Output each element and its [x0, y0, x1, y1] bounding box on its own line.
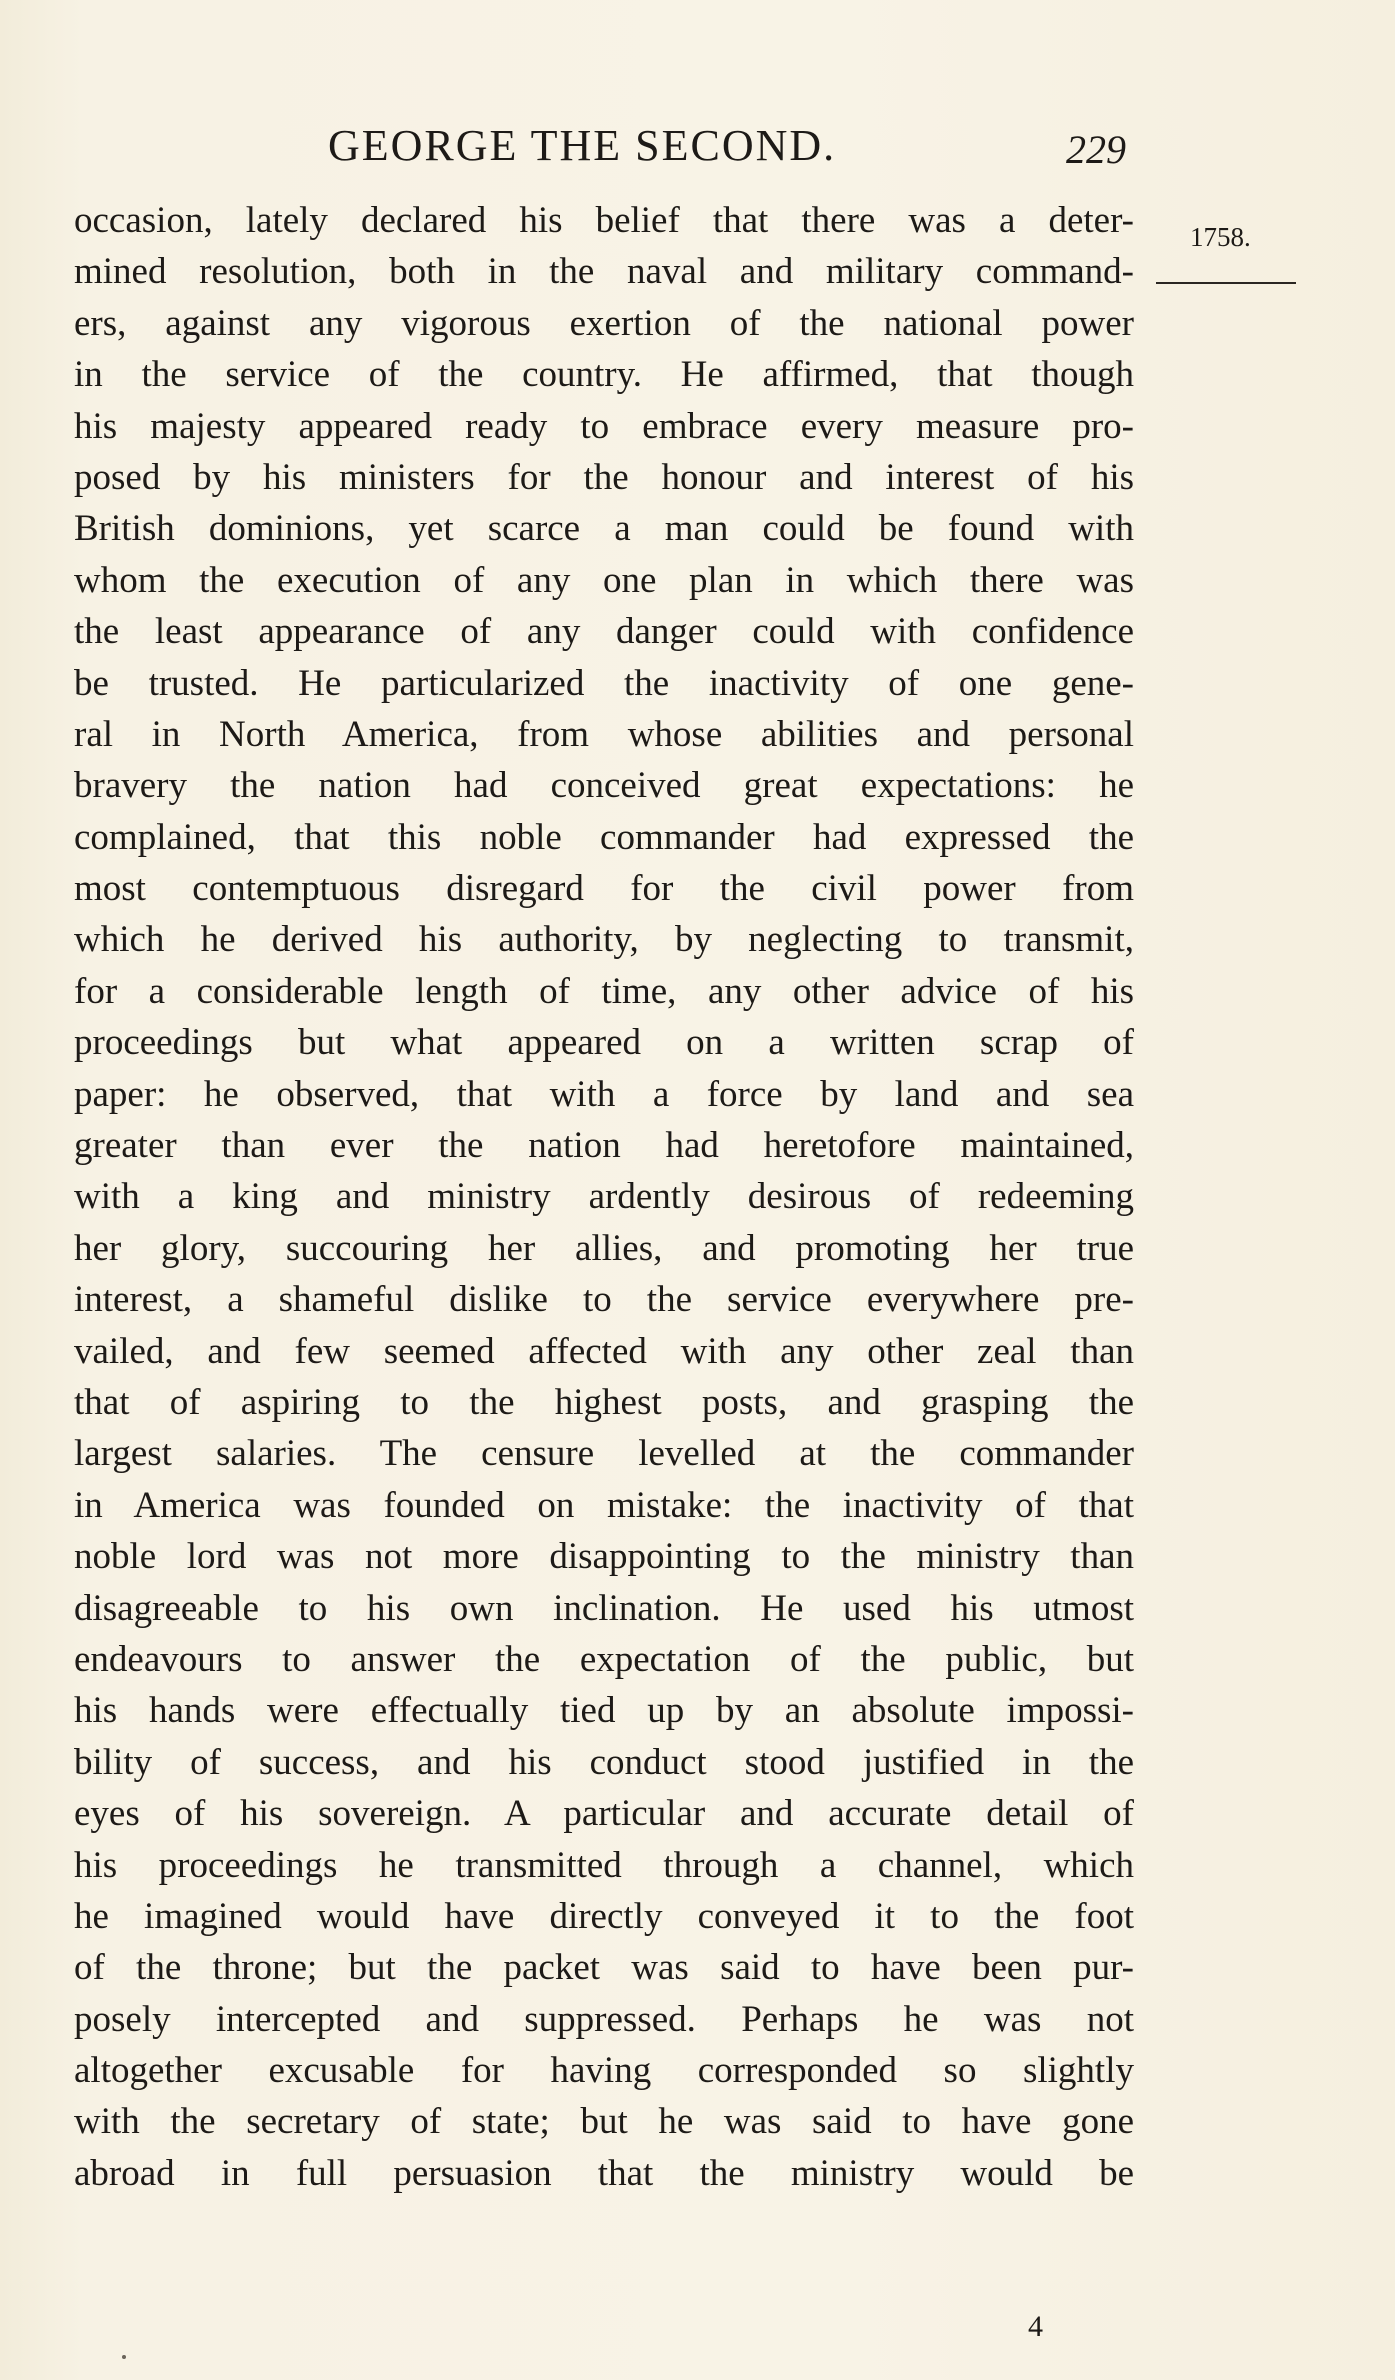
text-line: largest salaries. The censure levelled at the commander — [74, 1433, 1134, 1475]
text-line: bravery the nation had conceived great expectations: he — [74, 765, 1134, 807]
text-line: endeavours to answer the expectation of the public, but — [74, 1638, 1134, 1680]
text-line: the least appearance of any danger could with confidence — [74, 611, 1134, 653]
text-line: proceedings but what appeared on a written scrap of — [74, 1022, 1134, 1064]
text-line: her glory, succouring her allies, and promoting her true — [74, 1227, 1134, 1269]
text-line: paper: he observed, that with a force by land and sea — [74, 1073, 1134, 1115]
text-line: ers, against any vigorous exertion of the national power — [74, 302, 1134, 344]
text-line: which he derived his authority, by neglecting to transmit, — [74, 919, 1134, 961]
text-line: vailed, and few seemed affected with any other zeal than — [74, 1330, 1134, 1372]
text-line: occasion, lately declared his belief that there was a deter- — [74, 200, 1134, 241]
signature-mark: 4 — [1028, 2310, 1043, 2343]
text-line: of the throne; but the packet was said to have been pur- — [74, 1947, 1134, 1989]
text-line: in America was founded on mistake: the inactivity of that — [74, 1484, 1134, 1526]
text-line: in the service of the country. He affirmed, that though — [74, 354, 1134, 396]
running-title: GEORGE THE SECOND. — [328, 121, 837, 170]
text-line: for a considerable length of time, any other advice of his — [74, 970, 1134, 1012]
text-line: British dominions, yet scarce a man could be found with — [74, 508, 1134, 550]
text-line: that of aspiring to the highest posts, and grasping the — [74, 1381, 1134, 1423]
text-line: his hands were effectually tied up by an absolute impossi- — [74, 1690, 1134, 1732]
text-line: with a king and ministry ardently desirous of redeeming — [74, 1176, 1134, 1218]
text-line: ral in North America, from whose abilities and personal — [74, 713, 1134, 755]
text-line: complained, that this noble commander had expressed the — [74, 816, 1134, 858]
text-line: interest, a shameful dislike to the service everywhere pre- — [74, 1279, 1134, 1321]
text-line: posely intercepted and suppressed. Perhaps he was not — [74, 1998, 1134, 2040]
text-line: mined resolution, both in the naval and military command- — [74, 251, 1134, 293]
text-line: abroad in full persuasion that the ministry would be — [74, 2152, 1134, 2194]
text-line: he imagined would have directly conveyed it to the foot — [74, 1895, 1134, 1937]
margin-rule — [1156, 282, 1296, 284]
text-line: most contemptuous disregard for the civil power from — [74, 868, 1134, 910]
text-line: with the secretary of state; but he was said to have gone — [74, 2101, 1134, 2143]
text-line: eyes of his sovereign. A particular and accurate detail of — [74, 1793, 1134, 1835]
body-text — [74, 195, 1134, 2199]
text-line: posed by his ministers for the honour and interest of his — [74, 456, 1134, 498]
text-line: altogether excusable for having corresponded so slightly — [74, 2050, 1134, 2092]
text-line: bility of success, and his conduct stood justified in the — [74, 1741, 1134, 1783]
paper-speck — [122, 2355, 126, 2359]
text-line: his proceedings he transmitted through a channel, which — [74, 1844, 1134, 1886]
margin-year-note: 1758. — [1190, 222, 1251, 252]
text-line: noble lord was not more disappointing to the ministry than — [74, 1536, 1134, 1578]
text-line: be trusted. He particularized the inactivity of one gene- — [74, 662, 1134, 704]
text-line: disagreeable to his own inclination. He used his utmost — [74, 1587, 1134, 1629]
text-line: his majesty appeared ready to embrace every measure pro- — [74, 405, 1134, 447]
text-line: whom the execution of any one plan in which there was — [74, 559, 1134, 601]
page-number: 229 — [1066, 127, 1126, 172]
text-line: greater than ever the nation had heretofore maintained, — [74, 1125, 1134, 1167]
